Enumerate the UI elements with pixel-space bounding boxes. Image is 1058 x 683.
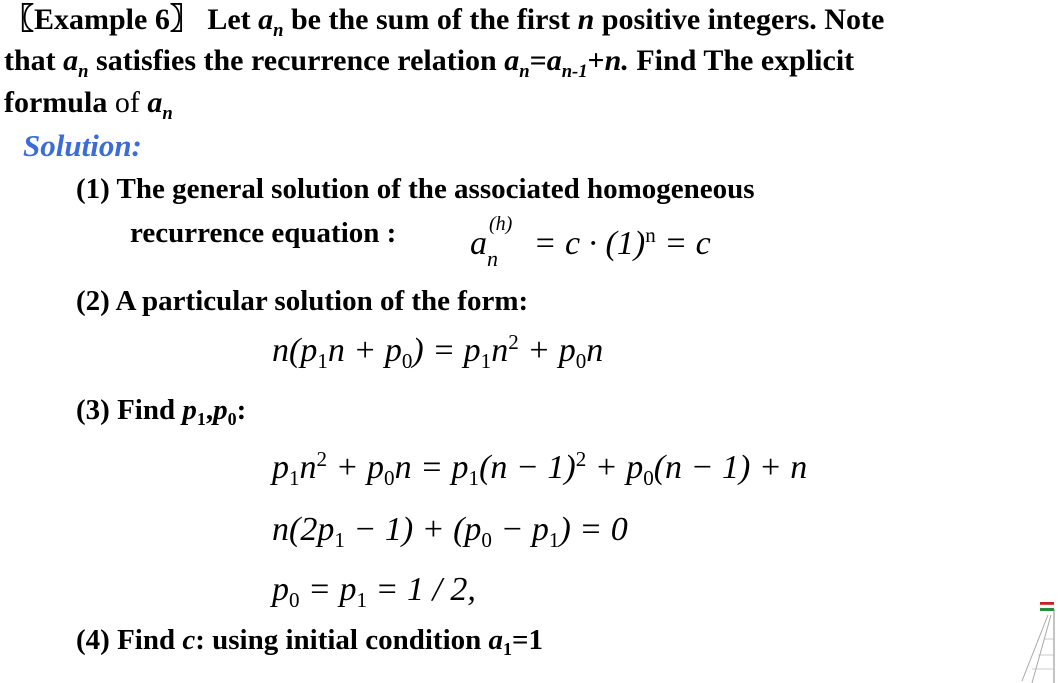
step3-equation-1: [272, 447, 808, 491]
var-p: p: [272, 449, 289, 486]
equation-text: = 1 / 2,: [367, 571, 476, 608]
step-text: =1: [512, 624, 544, 656]
sub-0: 0: [481, 528, 492, 553]
var-n: n: [299, 449, 317, 486]
equals-sign: =: [299, 571, 340, 608]
step-text: (3) Find: [76, 394, 183, 426]
var-a: a: [488, 624, 504, 656]
problem-text: of: [107, 86, 148, 119]
problem-text: Find The explicit: [628, 44, 855, 77]
step3-equation-3: [272, 570, 476, 613]
problem-text: positive integers. Note: [594, 3, 885, 36]
var-p: p: [463, 332, 481, 369]
problem-line-2: [4, 44, 855, 82]
var-a: a: [504, 44, 520, 77]
equals-sign: =: [411, 449, 452, 486]
solution-label: Solution:: [23, 128, 142, 163]
problem-line-3: [4, 86, 173, 124]
var-p: p: [272, 571, 289, 608]
var-a: a: [147, 86, 163, 119]
var-a: a: [470, 225, 487, 262]
var-p: p: [300, 332, 318, 369]
sup-2: 2: [508, 330, 519, 355]
var-a: a: [546, 44, 562, 77]
var-n: n: [586, 332, 604, 369]
sub-n: n: [273, 19, 284, 41]
step-text: (4) Find: [76, 624, 183, 656]
sub-n: n: [519, 60, 530, 82]
corner-logo-icon: [1018, 599, 1058, 683]
var-p: p: [464, 511, 482, 548]
var-p: p: [626, 449, 644, 486]
sup-h: (h): [489, 213, 513, 235]
var-a: a: [258, 3, 274, 36]
step2-equation: [272, 330, 604, 374]
sub-0: 0: [227, 409, 237, 430]
step1-line2: recurrence equation :: [130, 217, 397, 249]
minus-sign: −: [491, 511, 532, 548]
problem-text: 〖Example 6〗 Let: [4, 3, 259, 36]
sub-1: 1: [548, 528, 560, 553]
equation-text: = c: [655, 225, 711, 262]
var-p: p: [531, 511, 549, 548]
problem-text: that: [4, 44, 64, 77]
var-p: p: [384, 332, 402, 369]
step3-equation-2: [272, 510, 628, 553]
equation-text: = c · (1): [525, 225, 646, 262]
colon: :: [236, 394, 247, 426]
sub-1: 1: [289, 466, 300, 491]
var-n: n.: [604, 44, 629, 77]
var-p: p: [558, 332, 576, 369]
sub-1: 1: [468, 466, 480, 491]
problem-text: satisfies the recurrence relation: [88, 44, 505, 77]
problem-text: formula: [4, 86, 108, 119]
plus-sign: +: [518, 332, 559, 369]
sup-n: n: [645, 223, 656, 248]
equation-text: ) = 0: [559, 511, 628, 548]
equation-text: − 1) + (: [344, 511, 465, 548]
var-n: n: [577, 3, 595, 36]
sub-0: 0: [384, 466, 395, 491]
sub-n: n: [162, 102, 173, 124]
sub-n-1: n-1: [561, 60, 588, 82]
equation-text: n +: [327, 332, 385, 369]
sub-1: 1: [334, 528, 345, 553]
var-n: n: [491, 332, 509, 369]
sup-2: 2: [316, 447, 328, 472]
equation-text: n(2: [272, 511, 318, 548]
equation-text: (n − 1) + n: [653, 449, 808, 486]
var-c: c: [182, 624, 196, 656]
plus-sign: +: [327, 449, 368, 486]
step1-equation: [470, 213, 711, 271]
sub-1: 1: [196, 409, 206, 430]
var-p: p: [317, 511, 335, 548]
step1-line1: (1) The general solution of the associated homogeneous: [76, 173, 755, 205]
problem-text: be the sum of the first: [283, 3, 578, 36]
sub-1: 1: [480, 349, 492, 374]
sub-1: 1: [503, 639, 513, 660]
step2-label: (2) A particular solution of the form:: [76, 285, 529, 317]
var-p: p: [213, 394, 228, 426]
var-p: p: [182, 394, 197, 426]
var-a: a: [63, 44, 79, 77]
sub-1: 1: [356, 588, 368, 613]
var-p: p: [451, 449, 469, 486]
plus-sign: +: [587, 44, 605, 77]
sub-n: n: [487, 246, 498, 271]
sup-2: 2: [575, 447, 587, 472]
sub-1: 1: [317, 349, 328, 374]
equation-text: (n − 1): [479, 449, 576, 486]
var-p: p: [339, 571, 357, 608]
step4-label: [76, 623, 544, 660]
var-n: n: [394, 449, 412, 486]
plus-sign: +: [586, 449, 627, 486]
problem-line-1: [4, 3, 885, 41]
sub-0: 0: [643, 466, 654, 491]
equals-sign: =: [529, 44, 547, 77]
sub-n: n: [78, 60, 89, 82]
sub-0: 0: [401, 349, 413, 374]
comma: ,: [205, 394, 214, 426]
equation-text: n(: [272, 332, 301, 369]
sub-0: 0: [289, 588, 300, 613]
equation-text: ) =: [412, 332, 464, 369]
step-text: : using initial condition: [195, 624, 489, 656]
sub-0: 0: [575, 349, 587, 374]
step3-label: [76, 393, 247, 430]
var-p: p: [367, 449, 385, 486]
